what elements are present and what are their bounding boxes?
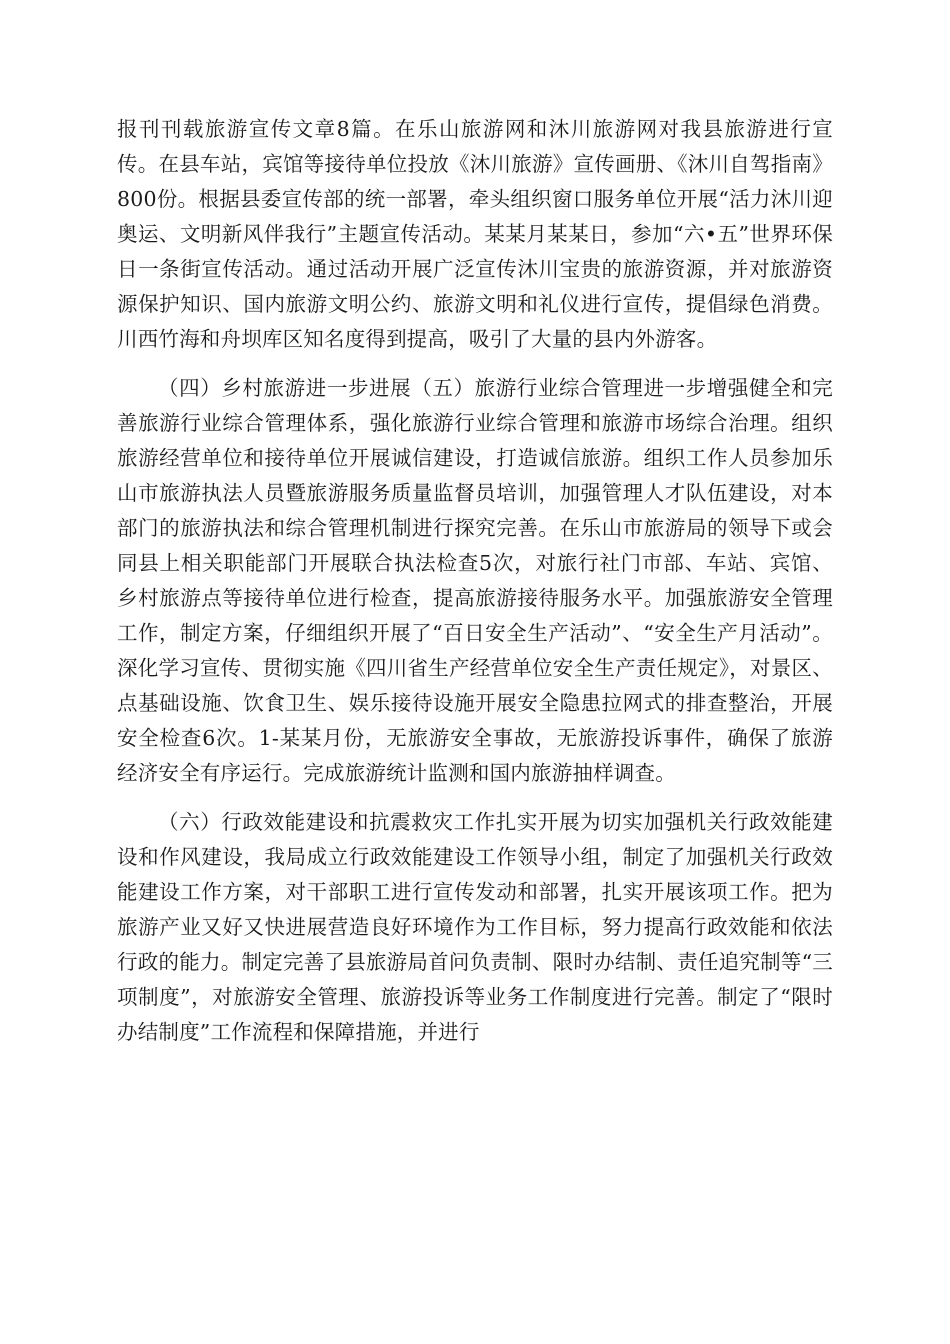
document-body bbox=[117, 112, 833, 1050]
paragraph-industry-management: （四）乡村旅游进一步进展（五）旅游行业综合管理进一步增强健全和完善旅游行业综合管理体系，强化旅游行业综合管理和旅游市场综合治理。组织旅游经营单位和接待单位开展诚信建设，打造诚信旅游。组织工作人员参加乐山市旅游执法人员暨旅游服务质量监督员培训，加强管理人才队伍建设，对本部门的旅游执法和综合管理机制进行探究完善。在乐山市旅游局的领导下或会同县上相关职能部门开展联合执法检查5次，对旅行社门市部、车站、宾馆、乡村旅游点等接待单位进行检查，提高旅游接待服务水平。加强旅游安全管理工作，制定方案，仔细组织开展了“百日安全生产活动”、“安全生产月活动”。深化学习宣传、贯彻实施《四川省生产经营单位安全生产责任规定》，对景区、点基础设施、饮食卫生、娱乐接待设施开展安全隐患拉网式的排查整治，开展安全检查6次。1-某某月份，无旅游安全事故，无旅游投诉事件，确保了旅游经济安全有序运行。完成旅游统计监测和国内旅游抽样调查。 bbox=[117, 376, 833, 785]
paragraph-publicity: 报刊刊载旅游宣传文章8篇。在乐山旅游网和沐川旅游网对我县旅游进行宣传。在县车站，宾馆等接待单位投放《沐川旅游》宣传画册、《沐川自驾指南》800份。根据县委宣传部的统一部署，牵头组织窗口服务单位开展“活力沐川迎奥运、文明新风伴我行”主题宣传活动。某某月某某日，参加“六•五”世界环保日一条街宣传活动。通过活动开展广泛宣传沐川宝贵的旅游资源，并对旅游资源保护知识、国内旅游文明公约、旅游文明和礼仪进行宣传，提倡绿色消费。川西竹海和舟坝库区知名度得到提高，吸引了大量的县内外游客。 bbox=[117, 117, 833, 351]
paragraph-administrative-efficiency: （六）行政效能建设和抗震救灾工作扎实开展为切实加强机关行政效能建设和作风建设，我局成立行政效能建设工作领导小组，制定了加强机关行政效能建设工作方案，对干部职工进行宣传发动和部署，扎实开展该项工作。把为旅游产业又好又快进展营造良好环境作为工作目标，努力提高行政效能和依法行政的能力。制定完善了县旅游局首问负责制、限时办结制、责任追究制等“三项制度”，对旅游安全管理、旅游投诉等业务工作制度进行完善。制定了“限时办结制度”工作流程和保障措施，并进行 bbox=[117, 810, 833, 1044]
